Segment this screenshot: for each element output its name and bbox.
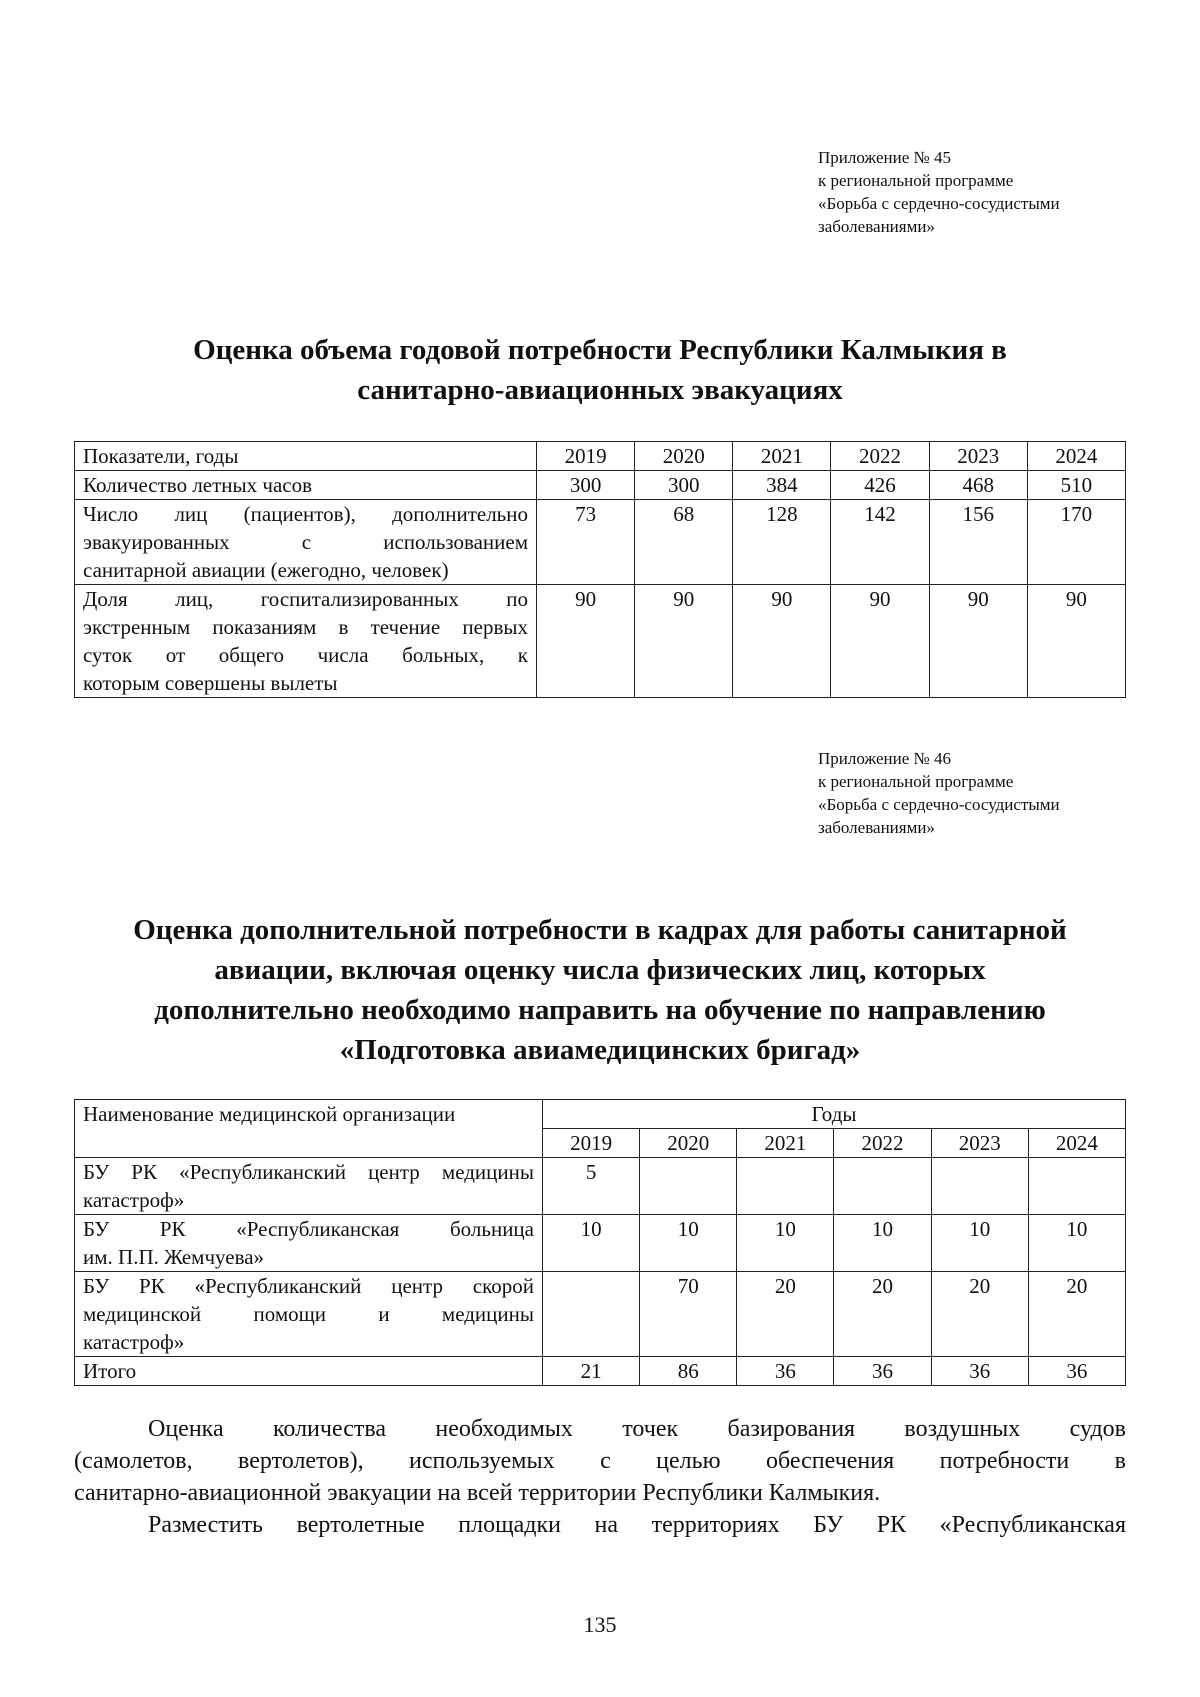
header-cell: 2019 bbox=[537, 442, 635, 471]
appendix-line: к региональной программе bbox=[818, 772, 1014, 791]
appendix-line: Приложение № 46 bbox=[818, 749, 951, 768]
title-line: авиации, включая оценку числа физических лиц, которых bbox=[214, 954, 986, 986]
table-total-row bbox=[75, 1357, 1126, 1386]
table-cell: 90 bbox=[1027, 585, 1125, 698]
row-label: Количество летных часов bbox=[75, 471, 537, 500]
year-cell: 2023 bbox=[931, 1129, 1028, 1158]
year-cell: 2020 bbox=[640, 1129, 737, 1158]
appendix-line: «Борьба с сердечно-сосудистыми bbox=[818, 194, 1060, 213]
appendix-line: заболеваниями» bbox=[818, 217, 935, 236]
table-row bbox=[75, 585, 1126, 698]
table-cell: 156 bbox=[929, 500, 1027, 585]
evacuation-needs-table bbox=[74, 441, 1126, 698]
org-name bbox=[75, 1272, 543, 1357]
table-cell: 510 bbox=[1027, 471, 1125, 500]
table-cell bbox=[834, 1158, 931, 1215]
table-cell: 300 bbox=[537, 471, 635, 500]
body-paragraph bbox=[74, 1509, 1126, 1541]
org-name: Итого bbox=[75, 1357, 543, 1386]
table-cell: 90 bbox=[733, 585, 831, 698]
title-line: Оценка объема годовой потребности Республики Калмыкия в bbox=[193, 334, 1007, 366]
table-cell: 90 bbox=[831, 585, 929, 698]
table-cell: 10 bbox=[640, 1215, 737, 1272]
header-cell: 2024 bbox=[1027, 442, 1125, 471]
table-cell: 90 bbox=[635, 585, 733, 698]
title-line: Оценка дополнительной потребности в кадрах для работы санитарной bbox=[133, 914, 1067, 946]
table-cell bbox=[543, 1272, 640, 1357]
year-cell: 2019 bbox=[543, 1129, 640, 1158]
year-cell: 2021 bbox=[737, 1129, 834, 1158]
header-cell: Показатели, годы bbox=[75, 442, 537, 471]
table-header-row bbox=[75, 1100, 1126, 1129]
paragraph-line: Разместить вертолетные площадки на территориях БУ РК «Республиканская bbox=[148, 1512, 1126, 1538]
org-name-line: БУ РК «Республиканская больница bbox=[83, 1217, 534, 1241]
paragraph-line: Оценка количества необходимых точек базирования воздушных судов bbox=[148, 1416, 1126, 1442]
appendix-line: Приложение № 45 bbox=[818, 148, 951, 167]
table-cell: 426 bbox=[831, 471, 929, 500]
table-cell: 20 bbox=[737, 1272, 834, 1357]
table-cell: 128 bbox=[733, 500, 831, 585]
row-label bbox=[75, 585, 537, 698]
total-cell: 36 bbox=[834, 1357, 931, 1386]
page-number: 135 bbox=[583, 1612, 617, 1637]
table-row bbox=[75, 500, 1126, 585]
total-cell: 36 bbox=[931, 1357, 1028, 1386]
total-cell: 36 bbox=[1028, 1357, 1125, 1386]
table-cell: 468 bbox=[929, 471, 1027, 500]
table-cell: 5 bbox=[543, 1158, 640, 1215]
table-cell bbox=[931, 1158, 1028, 1215]
org-name-line: БУ РК «Республиканский центр скорой bbox=[83, 1274, 534, 1298]
org-name-line: катастроф» bbox=[83, 1330, 185, 1354]
org-name-line: катастроф» bbox=[83, 1188, 185, 1212]
table-cell bbox=[1028, 1158, 1125, 1215]
section-title-2 bbox=[60, 910, 1140, 1070]
appendix-line: «Борьба с сердечно-сосудистыми bbox=[818, 795, 1060, 814]
years-header-cell: Годы bbox=[543, 1100, 1126, 1129]
org-name bbox=[75, 1158, 543, 1215]
body-paragraph bbox=[74, 1413, 1126, 1509]
table-row bbox=[75, 471, 1126, 500]
title-line: дополнительно необходимо направить на обучение по направлению bbox=[154, 994, 1046, 1026]
table-cell: 73 bbox=[537, 500, 635, 585]
table-cell: 384 bbox=[733, 471, 831, 500]
header-cell: 2021 bbox=[733, 442, 831, 471]
title-line: «Подготовка авиамедицинских бригад» bbox=[339, 1034, 861, 1066]
org-header-cell: Наименование медицинской организации bbox=[75, 1100, 543, 1158]
appendix-line: к региональной программе bbox=[818, 171, 1014, 190]
table-cell: 142 bbox=[831, 500, 929, 585]
label-line: Доля лиц, госпитализированных по bbox=[83, 587, 528, 611]
table-cell: 90 bbox=[537, 585, 635, 698]
header-cell: 2020 bbox=[635, 442, 733, 471]
table-cell: 90 bbox=[929, 585, 1027, 698]
label-line: Число лиц (пациентов), дополнительно bbox=[83, 502, 528, 526]
table-cell: 300 bbox=[635, 471, 733, 500]
table-header-row bbox=[75, 442, 1126, 471]
section-title-1 bbox=[60, 330, 1140, 410]
table-row bbox=[75, 1272, 1126, 1357]
total-cell: 21 bbox=[543, 1357, 640, 1386]
table-cell: 70 bbox=[640, 1272, 737, 1357]
table-cell: 68 bbox=[635, 500, 733, 585]
table-row bbox=[75, 1215, 1126, 1272]
year-cell: 2024 bbox=[1028, 1129, 1125, 1158]
label-line: суток от общего числа больных, к bbox=[83, 643, 528, 667]
table-cell: 20 bbox=[931, 1272, 1028, 1357]
header-cell: 2022 bbox=[831, 442, 929, 471]
appendix-46-note bbox=[818, 747, 1168, 839]
table-cell: 10 bbox=[1028, 1215, 1125, 1272]
table-cell bbox=[737, 1158, 834, 1215]
total-cell: 36 bbox=[737, 1357, 834, 1386]
header-cell: 2023 bbox=[929, 442, 1027, 471]
row-label bbox=[75, 500, 537, 585]
table-cell bbox=[640, 1158, 737, 1215]
label-line: которым совершены вылеты bbox=[83, 671, 338, 695]
table-cell: 10 bbox=[543, 1215, 640, 1272]
table-row bbox=[75, 1158, 1126, 1215]
appendix-line: заболеваниями» bbox=[818, 818, 935, 837]
appendix-45-note bbox=[818, 146, 1168, 238]
total-cell: 86 bbox=[640, 1357, 737, 1386]
label-line: санитарной авиации (ежегодно, человек) bbox=[83, 558, 449, 582]
org-name bbox=[75, 1215, 543, 1272]
label-line: эвакуированных с использованием bbox=[83, 530, 528, 554]
org-name-line: им. П.П. Жемчуева» bbox=[83, 1245, 265, 1269]
paragraph-line: санитарно-авиационной эвакуации на всей территории Республики Калмыкия. bbox=[74, 1480, 881, 1506]
label-line: экстренным показаниям в течение первых bbox=[83, 615, 528, 639]
org-name-line: БУ РК «Республиканский центр медицины bbox=[83, 1160, 534, 1184]
staffing-needs-table bbox=[74, 1099, 1126, 1386]
table-cell: 10 bbox=[931, 1215, 1028, 1272]
org-name-line: медицинской помощи и медицины bbox=[83, 1302, 534, 1326]
table-cell: 10 bbox=[834, 1215, 931, 1272]
table-cell: 170 bbox=[1027, 500, 1125, 585]
table-cell: 20 bbox=[834, 1272, 931, 1357]
year-cell: 2022 bbox=[834, 1129, 931, 1158]
paragraph-line: (самолетов, вертолетов), используемых с целью обеспечения потребности в bbox=[74, 1448, 1126, 1474]
title-line: санитарно-авиационных эвакуациях bbox=[357, 374, 843, 406]
table-cell: 20 bbox=[1028, 1272, 1125, 1357]
table-cell: 10 bbox=[737, 1215, 834, 1272]
